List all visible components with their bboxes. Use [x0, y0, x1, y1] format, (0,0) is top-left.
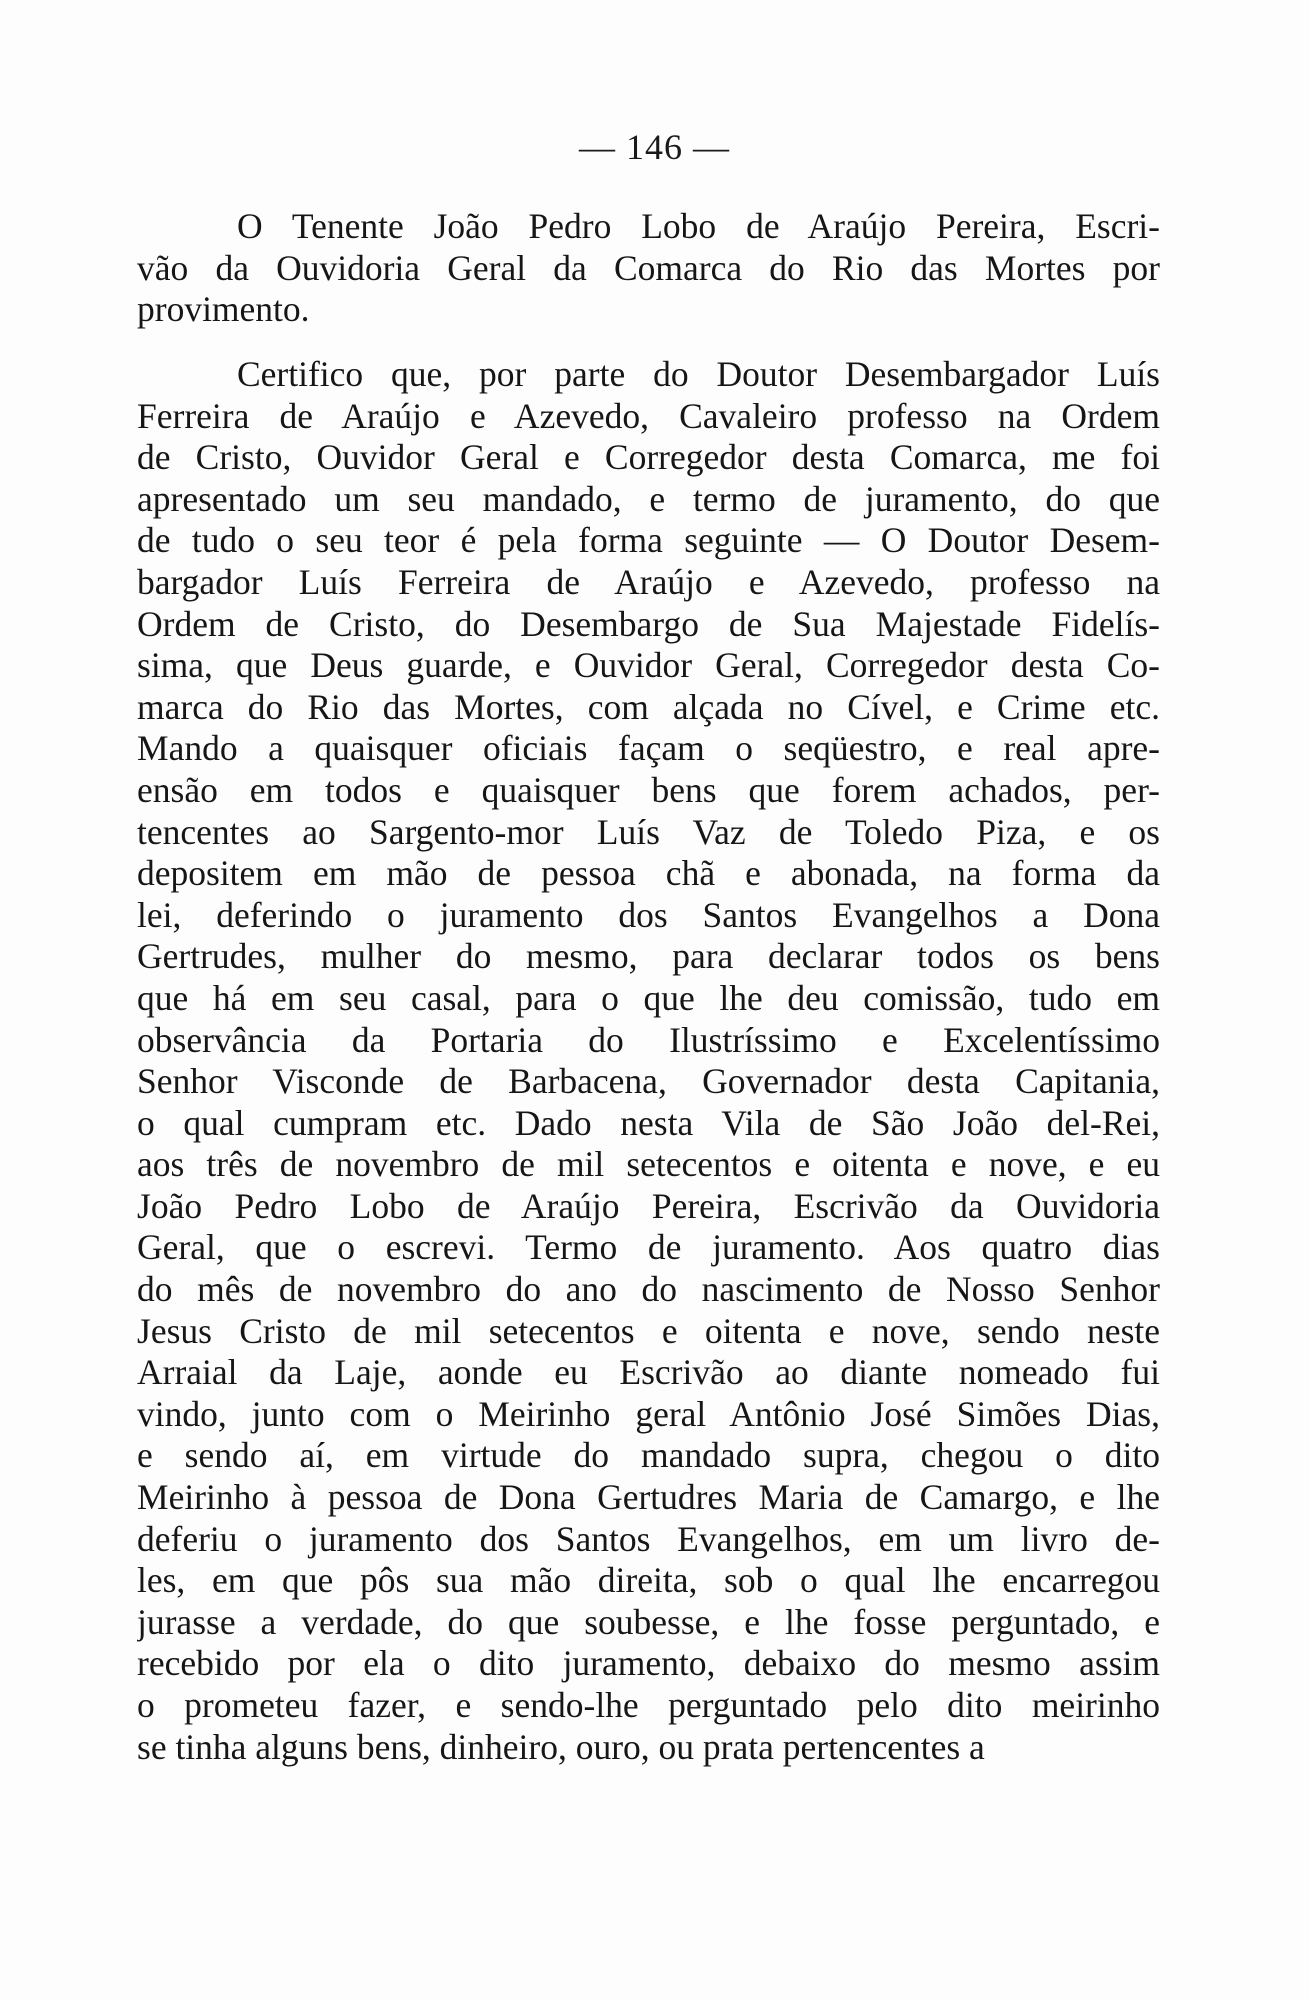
text-line: tencentes ao Sargento-mor Luís Vaz de Toledo Piza, e os [137, 811, 1160, 852]
text-line: o prometeu fazer, e sendo-lhe perguntado pelo dito meirinho [137, 1685, 1160, 1725]
text-line: deferiu o juramento dos Santos Evangelhos, em um livro de- [137, 1518, 1160, 1559]
text-line: vão da Ouvidoria Geral da Comarca do Rio das Mortes por [137, 247, 1160, 288]
text-line: ensão em todos e quaisquer bens que forem achados, per- [137, 769, 1160, 810]
text-line: Gertrudes, mulher do mesmo, para declarar todos os bens [137, 936, 1160, 977]
text-line: bargador Luís Ferreira de Araújo e Azevedo, professo na [137, 561, 1160, 602]
page-number: — 146 — [579, 127, 730, 167]
text-line: Ferreira de Araújo e Azevedo, Cavaleiro professo na Ordem [137, 395, 1160, 436]
text-line: do mês de novembro do ano do nascimento de Nosso Senhor [137, 1269, 1160, 1310]
text-line: Arraial da Laje, aonde eu Escrivão ao diante nomeado fui [137, 1352, 1160, 1393]
text-line: Mando a quaisquer oficiais façam o seqüestro, e real apre- [137, 728, 1160, 769]
text-line: que há em seu casal, para o que lhe deu comissão, tudo em [137, 977, 1160, 1018]
text-line: recebido por ela o dito juramento, debaixo do mesmo assim [137, 1643, 1160, 1684]
text-line: Certifico que, por parte do Doutor Desembargador Luís [237, 354, 1160, 394]
text-line: João Pedro Lobo de Araújo Pereira, Escrivão da Ouvidoria [137, 1185, 1160, 1226]
text-line: provimento. [137, 289, 310, 330]
text-line: jurasse a verdade, do que soubesse, e lhe fosse perguntado, e [137, 1601, 1160, 1642]
text-line: sima, que Deus guarde, e Ouvidor Geral, Corregedor desta Co- [137, 645, 1160, 686]
text-line: de Cristo, Ouvidor Geral e Corregedor desta Comarca, me foi [137, 437, 1160, 478]
text-line: se tinha alguns bens, dinheiro, ouro, ou prata pertencentes a [137, 1726, 985, 1767]
text-line: marca do Rio das Mortes, com alçada no Cível, e Crime etc. [137, 686, 1160, 727]
text-line: Ordem de Cristo, do Desembargo de Sua Majestade Fidelís- [137, 603, 1160, 644]
paragraph-heading [137, 206, 1160, 331]
text-line: Meirinho à pessoa de Dona Gertudres Maria de Camargo, e lhe [137, 1477, 1160, 1518]
text-line: lei, deferindo o juramento dos Santos Evangelhos a Dona [137, 894, 1160, 935]
text-line: vindo, junto com o Meirinho geral Antônio José Simões Dias, [137, 1393, 1160, 1434]
text-line: o qual cumpram etc. Dado nesta Vila de São João del-Rei, [137, 1102, 1160, 1143]
text-line: observância da Portaria do Ilustríssimo e Excelentíssimo [137, 1019, 1160, 1060]
text-line: e sendo aí, em virtude do mandado supra, chegou o dito [137, 1435, 1160, 1476]
paragraph-certificate [137, 354, 1160, 1768]
text-line: apresentado um seu mandado, e termo de juramento, do que [137, 478, 1160, 519]
text-line: depositem em mão de pessoa chã e abonada, na forma da [137, 853, 1160, 894]
text-line: les, em que pôs sua mão direita, sob o qual lhe encarregou [137, 1560, 1160, 1601]
text-line: aos três de novembro de mil setecentos e oitenta e nove, e eu [137, 1144, 1160, 1185]
text-line: de tudo o seu teor é pela forma seguinte — O Doutor Desem- [137, 520, 1160, 561]
text-line: Senhor Visconde de Barbacena, Governador desta Capitania, [137, 1061, 1160, 1102]
text-line: O Tenente João Pedro Lobo de Araújo Pereira, Escri- [237, 206, 1160, 246]
text-line: Jesus Cristo de mil setecentos e oitenta e nove, sendo neste [137, 1310, 1160, 1351]
text-line: Geral, que o escrevi. Termo de juramento. Aos quatro dias [137, 1227, 1160, 1268]
